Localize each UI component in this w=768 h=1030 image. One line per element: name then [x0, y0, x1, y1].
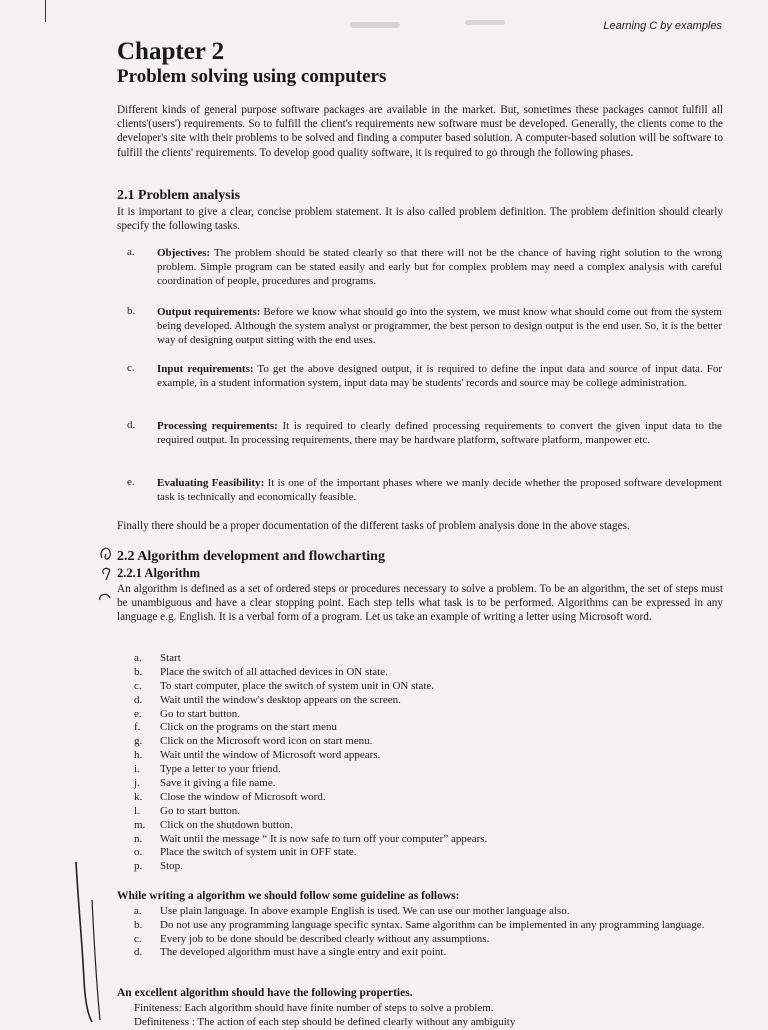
chapter-label: Chapter 2	[117, 38, 225, 65]
list-item	[134, 833, 554, 847]
list-item	[134, 735, 554, 749]
section-heading-2-2: 2.2 Algorithm development and flowcharting	[117, 549, 385, 564]
property-text: Each algorithm should have finite number of steps to solve a problem.	[181, 1002, 494, 1014]
step-letter: j.	[134, 777, 140, 790]
list-item	[134, 905, 724, 919]
item-text: It is required to clearly defined processing requirements to convert the given input data to the required output. In processing requirements, there may be hardware platform, software platform, manpower etc.	[157, 420, 722, 447]
item-text: Before we know what should go into the system, we must know what should come out from the system being developed. Although the system analyst or programmer, the best person to design output is the end user. So, it is the better way of designing output sitting with the end uses.	[157, 306, 722, 347]
intro-paragraph: Different kinds of general purpose software packages are available in the market. But, sometimes these packages cannot fulfill all clients'(users') requirements. So to fulfill the client's requirements new software must be developed. Generally, the clients come to the developer's site with their problems to be solved and finding a computer based solution. A computer-based solution will be software to fulfill the clients' requirements. To develop good quality software, it is required to go through the following phases.	[117, 104, 723, 159]
step-letter: m.	[134, 818, 146, 831]
step-letter: n.	[134, 832, 143, 845]
step-letter: e.	[134, 707, 142, 720]
section-2-2-text: An algorithm is defined as a set of ordered steps or procedures necessary to solve a problem. To be an algorithm, the set of steps must be unambiguous and have a clear stopping point. Each step tells what task is to be performed. Algorithms can be expressed in any language e.g. English. It is a verbal form of a program. Let us take an example of writing a letter using Microsoft word.	[117, 583, 723, 624]
step-letter: d.	[134, 693, 143, 706]
item-letter: c.	[127, 362, 135, 374]
guideline-letter: c.	[134, 932, 142, 945]
list-item	[134, 777, 554, 791]
item-letter: a.	[127, 246, 135, 258]
property-term: Definiteness :	[134, 1015, 195, 1028]
item-text: It is one of the important phases where we manly decide whether the proposed software development task is technically and economically feasible.	[157, 477, 722, 504]
step-letter: b.	[134, 665, 143, 678]
item-term: Input requirements:	[157, 363, 254, 375]
subsection-heading-2-2-1: 2.2.1 Algorithm	[117, 566, 200, 580]
step-text: Start	[160, 652, 181, 664]
section-2-1-text: It is important to give a clear, concise problem statement. It is also called problem definition. The problem definition should clearly specify the following tasks.	[117, 206, 723, 233]
step-text: To start computer, place the switch of system unit in ON state.	[160, 679, 435, 692]
list-item	[134, 694, 554, 708]
step-letter: g.	[134, 735, 143, 748]
item-term: Objectives:	[157, 247, 211, 259]
item-letter: b.	[127, 305, 136, 317]
guideline-text: The developed algorithm must have a single entry and exit point.	[160, 946, 447, 959]
step-letter: a.	[134, 652, 142, 664]
list-item	[134, 946, 724, 960]
item-text: The problem should be stated clearly so that there will not be the chance of having right solution to the wrong problem. Simple program can be stated easily and early but for complex problem may need a complex analysis with careful coordination of people, procedures and programs.	[157, 247, 722, 288]
step-letter: o.	[134, 846, 143, 859]
item-text: To get the above designed output, it is required to define the input data and source of input data. For example, in a student information system, input data may be students' records and source may be college administration.	[157, 363, 722, 390]
list-item	[134, 846, 554, 860]
step-text: Place the switch of system unit in OFF state.	[160, 846, 357, 859]
step-text: Stop.	[160, 860, 183, 873]
properties-heading: An excellent algorithm should have the following properties.	[117, 987, 413, 999]
item-letter: d.	[127, 419, 136, 431]
step-letter: c.	[134, 679, 142, 692]
chapter-title: Problem solving using computers	[117, 66, 387, 87]
list-item	[134, 708, 554, 722]
step-letter: i.	[134, 763, 140, 776]
property-text: The action of each step should be defined clearly without any ambiguity	[194, 1015, 516, 1028]
guideline-text: Do not use any programming language specific syntax. Same algorithm can be implemented in any programming language.	[160, 918, 705, 931]
list-item	[127, 305, 722, 348]
scan-smudge	[465, 20, 505, 25]
guideline-letter: d.	[134, 946, 143, 959]
item-term: Evaluating Feasibility:	[157, 477, 265, 489]
step-text: Go to start button.	[160, 804, 241, 817]
list-item	[134, 819, 554, 833]
list-item	[134, 919, 724, 933]
list-item	[134, 763, 554, 777]
list-item	[134, 680, 554, 694]
list-item	[134, 652, 554, 666]
step-letter: h.	[134, 749, 143, 762]
step-text: Click on the shutdown button.	[160, 818, 293, 831]
step-text: Wait until the message “ It is now safe to turn off your computer” appears.	[160, 832, 488, 845]
step-letter: f.	[134, 721, 141, 734]
item-body	[157, 476, 722, 504]
scan-smudge	[350, 22, 400, 28]
item-body	[157, 419, 722, 447]
item-body	[157, 246, 722, 289]
item-letter: e.	[127, 476, 135, 488]
step-text: Type a letter to your friend.	[160, 763, 281, 776]
list-item	[127, 246, 722, 289]
guideline-list	[134, 905, 724, 960]
list-item	[134, 805, 554, 819]
item-body	[157, 305, 722, 348]
list-item	[127, 419, 722, 447]
guideline-text: Every job to be done should be described clearly without any assumptions.	[160, 932, 490, 945]
list-item	[134, 666, 554, 680]
step-text: Place the switch of all attached devices in ON state.	[160, 665, 388, 678]
list-item	[127, 362, 722, 390]
step-letter: p.	[134, 860, 143, 873]
step-text: Wait until the window of Microsoft word appears.	[160, 749, 381, 762]
list-item	[134, 749, 554, 763]
margin-pen-stroke	[70, 860, 110, 1024]
step-text: Close the window of Microsoft word.	[160, 790, 326, 803]
list-item	[134, 933, 724, 947]
list-item	[134, 860, 554, 874]
handwritten-annotation	[96, 536, 126, 616]
item-term: Processing requirements:	[157, 420, 278, 432]
step-text: Click on the programs on the start menu	[160, 721, 337, 734]
section-2-1-closing: Finally there should be a proper documentation of the different tasks of problem analysis done in the above stages.	[117, 520, 630, 532]
guideline-letter: a.	[134, 905, 142, 917]
guideline-letter: b.	[134, 918, 143, 931]
list-item	[134, 721, 554, 735]
step-letter: k.	[134, 790, 143, 803]
step-text: Save it giving a file name.	[160, 777, 276, 790]
step-text: Go to start button.	[160, 707, 241, 720]
properties-list	[134, 1002, 724, 1030]
guideline-text: Use plain language. In above example English is used. We can use our mother language also.	[160, 905, 570, 917]
scan-mark	[45, 0, 46, 22]
list-item	[134, 791, 554, 805]
list-item	[127, 476, 722, 504]
list-item	[134, 1016, 724, 1030]
section-heading-2-1: 2.1 Problem analysis	[117, 188, 241, 203]
item-body	[157, 362, 722, 390]
item-term: Output requirements:	[157, 306, 261, 318]
list-item	[134, 1002, 724, 1016]
property-term: Finiteness:	[134, 1002, 182, 1014]
step-letter: l.	[134, 804, 140, 817]
step-text: Click on the Microsoft word icon on start menu.	[160, 735, 373, 748]
step-text: Wait until the window's desktop appears on the screen.	[160, 693, 401, 706]
guideline-heading: While writing a algorithm we should follow some guideline as follows:	[117, 890, 460, 902]
algorithm-steps	[134, 652, 554, 874]
running-head: Learning C by examples	[603, 20, 722, 32]
